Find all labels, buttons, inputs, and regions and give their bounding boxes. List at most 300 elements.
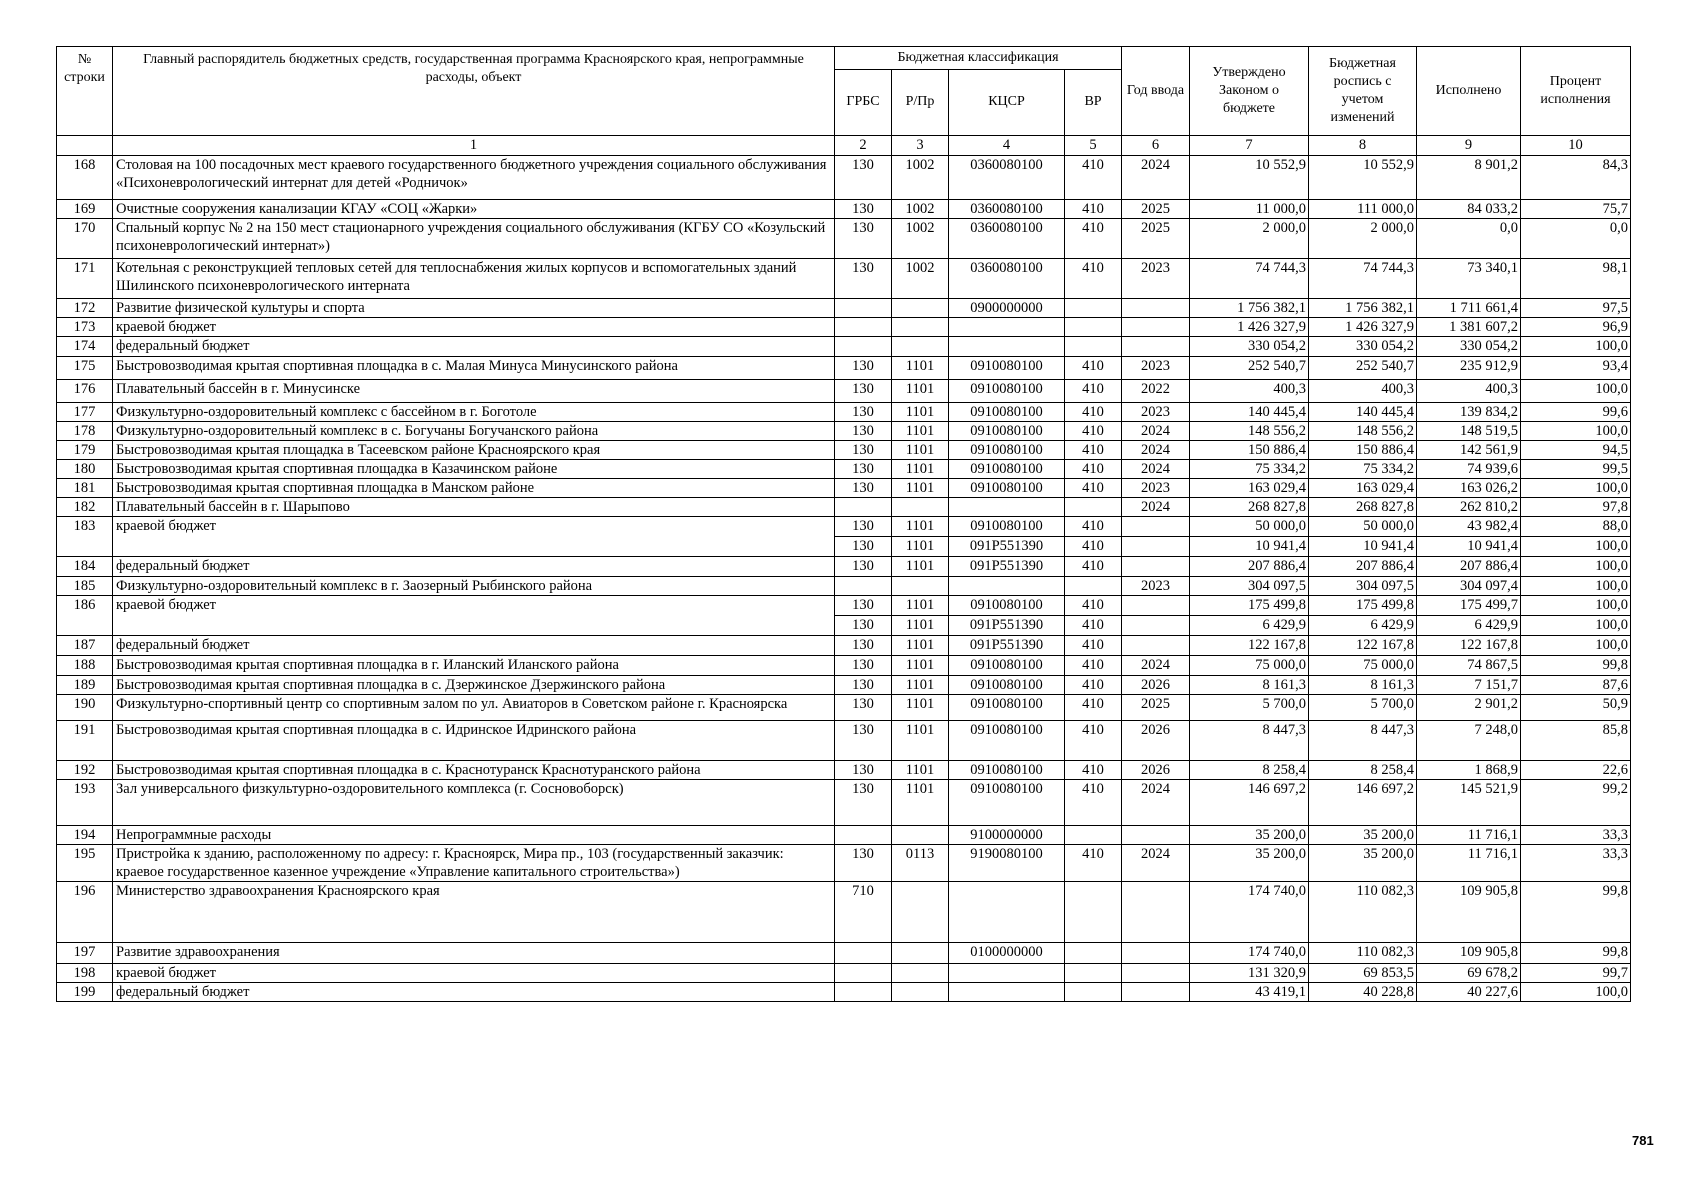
rospis-cell: 10 941,4 — [1309, 537, 1417, 557]
executed-cell: 43 982,4 — [1417, 517, 1521, 537]
row-number: 173 — [57, 318, 113, 337]
row-name: Быстровозводимая крытая спортивная площадка в Манском районе — [113, 479, 835, 498]
rzpr-cell: 1101 — [892, 636, 949, 656]
grbs-cell: 130 — [835, 656, 892, 675]
approved-cell: 1 756 382,1 — [1190, 299, 1309, 318]
table-row — [57, 964, 1631, 983]
row-number: 170 — [57, 219, 113, 259]
header-percent: Процент исполнения — [1521, 47, 1631, 136]
percent-cell: 99,8 — [1521, 943, 1631, 964]
rospis-cell: 6 429,9 — [1309, 616, 1417, 636]
kcsr-cell: 0910080100 — [949, 459, 1065, 478]
header-vr: ВР — [1065, 70, 1122, 136]
column-number: 5 — [1065, 136, 1122, 156]
header-classification: Бюджетная классификация — [835, 47, 1122, 70]
row-number: 197 — [57, 943, 113, 964]
percent-cell: 100,0 — [1521, 379, 1631, 402]
rospis-cell: 110 082,3 — [1309, 943, 1417, 964]
year-cell: 2024 — [1122, 498, 1190, 517]
rzpr-cell: 1101 — [892, 479, 949, 498]
percent-cell: 99,5 — [1521, 459, 1631, 478]
executed-cell: 1 868,9 — [1417, 760, 1521, 779]
table-row — [57, 882, 1631, 943]
vr-cell: 410 — [1065, 379, 1122, 402]
percent-cell: 100,0 — [1521, 636, 1631, 656]
approved-cell: 8 258,4 — [1190, 760, 1309, 779]
percent-cell: 97,8 — [1521, 498, 1631, 517]
rospis-cell: 175 499,8 — [1309, 596, 1417, 616]
year-cell: 2026 — [1122, 720, 1190, 760]
rzpr-cell: 1002 — [892, 200, 949, 219]
year-cell: 2025 — [1122, 219, 1190, 259]
table-row — [57, 356, 1631, 379]
year-cell — [1122, 557, 1190, 577]
year-cell: 2025 — [1122, 200, 1190, 219]
year-cell — [1122, 825, 1190, 844]
vr-cell — [1065, 337, 1122, 356]
grbs-cell — [835, 825, 892, 844]
grbs-cell: 130 — [835, 779, 892, 825]
header-grbs: ГРБС — [835, 70, 892, 136]
approved-cell: 140 445,4 — [1190, 402, 1309, 421]
rzpr-cell: 1002 — [892, 259, 949, 299]
grbs-cell: 130 — [835, 440, 892, 459]
vr-cell: 410 — [1065, 844, 1122, 881]
table-row — [57, 299, 1631, 318]
executed-cell: 40 227,6 — [1417, 983, 1521, 1002]
kcsr-cell: 0910080100 — [949, 479, 1065, 498]
grbs-cell — [835, 498, 892, 517]
kcsr-cell: 9190080100 — [949, 844, 1065, 881]
table-row — [57, 219, 1631, 259]
kcsr-cell: 0910080100 — [949, 379, 1065, 402]
grbs-cell: 130 — [835, 616, 892, 636]
approved-cell: 174 740,0 — [1190, 882, 1309, 943]
vr-cell — [1065, 882, 1122, 943]
grbs-cell — [835, 318, 892, 337]
grbs-cell: 130 — [835, 259, 892, 299]
grbs-cell — [835, 943, 892, 964]
row-name: Быстровозводимая крытая спортивная площадка в с. Краснотуранск Краснотуранского района — [113, 760, 835, 779]
rzpr-cell — [892, 983, 949, 1002]
column-number: 2 — [835, 136, 892, 156]
column-number: 9 — [1417, 136, 1521, 156]
approved-cell: 148 556,2 — [1190, 421, 1309, 440]
year-cell: 2024 — [1122, 421, 1190, 440]
rzpr-cell — [892, 825, 949, 844]
rzpr-cell — [892, 964, 949, 983]
row-number: 188 — [57, 656, 113, 675]
vr-cell: 410 — [1065, 421, 1122, 440]
row-number: 194 — [57, 825, 113, 844]
rzpr-cell: 0113 — [892, 844, 949, 881]
approved-cell: 8 447,3 — [1190, 720, 1309, 760]
rospis-cell: 148 556,2 — [1309, 421, 1417, 440]
kcsr-cell — [949, 498, 1065, 517]
executed-cell: 10 941,4 — [1417, 537, 1521, 557]
rospis-cell: 146 697,2 — [1309, 779, 1417, 825]
row-name: Спальный корпус № 2 на 150 мест стационарного учреждения социального обслуживания (КГБУ СО «Козульский психоневрологический интернат») — [113, 219, 835, 259]
header-approved: Утверждено Законом о бюджете — [1190, 47, 1309, 136]
vr-cell — [1065, 983, 1122, 1002]
percent-cell: 100,0 — [1521, 577, 1631, 596]
year-cell — [1122, 337, 1190, 356]
percent-cell: 100,0 — [1521, 337, 1631, 356]
kcsr-cell: 9100000000 — [949, 825, 1065, 844]
approved-cell: 10 552,9 — [1190, 156, 1309, 200]
approved-cell: 35 200,0 — [1190, 844, 1309, 881]
column-number: 4 — [949, 136, 1065, 156]
row-number: 176 — [57, 379, 113, 402]
vr-cell: 410 — [1065, 694, 1122, 720]
percent-cell: 22,6 — [1521, 760, 1631, 779]
column-number: 3 — [892, 136, 949, 156]
row-name: Плавательный бассейн в г. Минусинске — [113, 379, 835, 402]
approved-cell: 150 886,4 — [1190, 440, 1309, 459]
executed-cell: 11 716,1 — [1417, 825, 1521, 844]
kcsr-cell — [949, 337, 1065, 356]
percent-cell: 94,5 — [1521, 440, 1631, 459]
grbs-cell — [835, 983, 892, 1002]
rzpr-cell: 1101 — [892, 537, 949, 557]
approved-cell: 304 097,5 — [1190, 577, 1309, 596]
grbs-cell: 130 — [835, 379, 892, 402]
row-name: Физкультурно-спортивный центр со спортивным залом по ул. Авиаторов в Советском районе г. Красноярска — [113, 694, 835, 720]
year-cell — [1122, 943, 1190, 964]
executed-cell: 74 867,5 — [1417, 656, 1521, 675]
vr-cell: 410 — [1065, 675, 1122, 694]
year-cell: 2023 — [1122, 356, 1190, 379]
row-name: Физкультурно-оздоровительный комплекс с бассейном в г. Боготоле — [113, 402, 835, 421]
rzpr-cell — [892, 318, 949, 337]
approved-cell: 43 419,1 — [1190, 983, 1309, 1002]
row-name: Развитие здравоохранения — [113, 943, 835, 964]
percent-cell: 88,0 — [1521, 517, 1631, 537]
percent-cell: 99,8 — [1521, 882, 1631, 943]
table-row — [57, 200, 1631, 219]
row-number: 180 — [57, 459, 113, 478]
approved-cell: 268 827,8 — [1190, 498, 1309, 517]
year-cell: 2023 — [1122, 479, 1190, 498]
rospis-cell: 207 886,4 — [1309, 557, 1417, 577]
kcsr-cell: 091P551390 — [949, 557, 1065, 577]
approved-cell: 252 540,7 — [1190, 356, 1309, 379]
grbs-cell: 130 — [835, 459, 892, 478]
percent-cell: 96,9 — [1521, 318, 1631, 337]
kcsr-cell: 0360080100 — [949, 200, 1065, 219]
row-number: 190 — [57, 694, 113, 720]
rzpr-cell: 1101 — [892, 656, 949, 675]
row-name: Очистные сооружения канализации КГАУ «СОЦ «Жарки» — [113, 200, 835, 219]
column-number-row — [57, 136, 1631, 156]
grbs-cell: 130 — [835, 636, 892, 656]
rospis-cell: 163 029,4 — [1309, 479, 1417, 498]
year-cell — [1122, 318, 1190, 337]
header-rospis: Бюджетная роспись с учетом изменений — [1309, 47, 1417, 136]
year-cell: 2023 — [1122, 402, 1190, 421]
header-executed: Исполнено — [1417, 47, 1521, 136]
executed-cell: 122 167,8 — [1417, 636, 1521, 656]
approved-cell: 8 161,3 — [1190, 675, 1309, 694]
executed-cell: 0,0 — [1417, 219, 1521, 259]
executed-cell: 235 912,9 — [1417, 356, 1521, 379]
executed-cell: 7 151,7 — [1417, 675, 1521, 694]
column-number: 7 — [1190, 136, 1309, 156]
kcsr-cell: 0900000000 — [949, 299, 1065, 318]
percent-cell: 87,6 — [1521, 675, 1631, 694]
rzpr-cell: 1101 — [892, 675, 949, 694]
rzpr-cell: 1101 — [892, 402, 949, 421]
approved-cell: 122 167,8 — [1190, 636, 1309, 656]
vr-cell: 410 — [1065, 537, 1122, 557]
grbs-cell: 130 — [835, 537, 892, 557]
rzpr-cell: 1101 — [892, 517, 949, 537]
rospis-cell: 5 700,0 — [1309, 694, 1417, 720]
vr-cell: 410 — [1065, 779, 1122, 825]
executed-cell: 304 097,4 — [1417, 577, 1521, 596]
kcsr-cell: 0910080100 — [949, 760, 1065, 779]
row-number: 185 — [57, 577, 113, 596]
table-row — [57, 517, 1631, 537]
table-row — [57, 636, 1631, 656]
executed-cell: 175 499,7 — [1417, 596, 1521, 616]
table-row — [57, 656, 1631, 675]
table-row — [57, 760, 1631, 779]
row-number: 168 — [57, 156, 113, 200]
executed-cell: 145 521,9 — [1417, 779, 1521, 825]
rzpr-cell: 1101 — [892, 616, 949, 636]
row-name: Физкультурно-оздоровительный комплекс в с. Богучаны Богучанского района — [113, 421, 835, 440]
kcsr-cell — [949, 983, 1065, 1002]
kcsr-cell: 0910080100 — [949, 356, 1065, 379]
executed-cell: 109 905,8 — [1417, 943, 1521, 964]
grbs-cell: 130 — [835, 356, 892, 379]
grbs-cell: 130 — [835, 200, 892, 219]
year-cell: 2024 — [1122, 779, 1190, 825]
table-row — [57, 577, 1631, 596]
vr-cell — [1065, 318, 1122, 337]
row-name: Быстровозводимая крытая спортивная площадка в с. Малая Минуса Минусинского района — [113, 356, 835, 379]
row-name: Быстровозводимая крытая спортивная площадка в с. Идринское Идринского района — [113, 720, 835, 760]
table-body — [57, 136, 1631, 1002]
row-number: 193 — [57, 779, 113, 825]
table-row — [57, 943, 1631, 964]
vr-cell: 410 — [1065, 720, 1122, 760]
row-number: 171 — [57, 259, 113, 299]
executed-cell: 262 810,2 — [1417, 498, 1521, 517]
vr-cell — [1065, 943, 1122, 964]
percent-cell: 98,1 — [1521, 259, 1631, 299]
grbs-cell — [835, 337, 892, 356]
kcsr-cell: 0910080100 — [949, 779, 1065, 825]
executed-cell: 148 519,5 — [1417, 421, 1521, 440]
approved-cell: 6 429,9 — [1190, 616, 1309, 636]
table-row — [57, 421, 1631, 440]
grbs-cell: 130 — [835, 402, 892, 421]
executed-cell: 2 901,2 — [1417, 694, 1521, 720]
vr-cell: 410 — [1065, 517, 1122, 537]
rzpr-cell: 1101 — [892, 760, 949, 779]
executed-cell: 7 248,0 — [1417, 720, 1521, 760]
percent-cell: 33,3 — [1521, 844, 1631, 881]
rospis-cell: 69 853,5 — [1309, 964, 1417, 983]
row-name: краевой бюджет — [113, 596, 835, 636]
row-number: 174 — [57, 337, 113, 356]
year-cell: 2025 — [1122, 694, 1190, 720]
row-name: Быстровозводимая крытая спортивная площадка в Казачинском районе — [113, 459, 835, 478]
executed-cell: 109 905,8 — [1417, 882, 1521, 943]
table-row — [57, 779, 1631, 825]
row-name: Зал универсального физкультурно-оздоровительного комплекса (г. Сосновоборск) — [113, 779, 835, 825]
year-cell — [1122, 517, 1190, 537]
kcsr-cell — [949, 964, 1065, 983]
executed-cell: 142 561,9 — [1417, 440, 1521, 459]
row-number: 169 — [57, 200, 113, 219]
year-cell: 2024 — [1122, 656, 1190, 675]
percent-cell: 85,8 — [1521, 720, 1631, 760]
table-row — [57, 498, 1631, 517]
rzpr-cell — [892, 337, 949, 356]
row-number: 186 — [57, 596, 113, 636]
kcsr-cell: 0360080100 — [949, 259, 1065, 299]
executed-cell: 74 939,6 — [1417, 459, 1521, 478]
row-number: 179 — [57, 440, 113, 459]
year-cell: 2024 — [1122, 440, 1190, 459]
row-number: 175 — [57, 356, 113, 379]
rospis-cell: 122 167,8 — [1309, 636, 1417, 656]
vr-cell: 410 — [1065, 156, 1122, 200]
vr-cell: 410 — [1065, 356, 1122, 379]
percent-cell: 100,0 — [1521, 596, 1631, 616]
approved-cell: 174 740,0 — [1190, 943, 1309, 964]
rospis-cell: 1 756 382,1 — [1309, 299, 1417, 318]
grbs-cell: 130 — [835, 517, 892, 537]
vr-cell: 410 — [1065, 596, 1122, 616]
rospis-cell: 75 000,0 — [1309, 656, 1417, 675]
kcsr-cell: 091P551390 — [949, 537, 1065, 557]
vr-cell: 410 — [1065, 219, 1122, 259]
percent-cell: 99,6 — [1521, 402, 1631, 421]
header-kcsr: КЦСР — [949, 70, 1065, 136]
rospis-cell: 8 258,4 — [1309, 760, 1417, 779]
vr-cell: 410 — [1065, 760, 1122, 779]
table-row — [57, 983, 1631, 1002]
column-number: 8 — [1309, 136, 1417, 156]
approved-cell: 75 000,0 — [1190, 656, 1309, 675]
table-row — [57, 720, 1631, 760]
rospis-cell: 330 054,2 — [1309, 337, 1417, 356]
table-row — [57, 440, 1631, 459]
percent-cell: 99,8 — [1521, 656, 1631, 675]
kcsr-cell: 0910080100 — [949, 596, 1065, 616]
table-row — [57, 557, 1631, 577]
rospis-cell: 268 827,8 — [1309, 498, 1417, 517]
year-cell: 2026 — [1122, 675, 1190, 694]
row-number: 172 — [57, 299, 113, 318]
year-cell: 2023 — [1122, 577, 1190, 596]
approved-cell: 2 000,0 — [1190, 219, 1309, 259]
percent-cell: 84,3 — [1521, 156, 1631, 200]
kcsr-cell: 0910080100 — [949, 656, 1065, 675]
rospis-cell: 35 200,0 — [1309, 825, 1417, 844]
grbs-cell: 130 — [835, 479, 892, 498]
row-name: Плавательный бассейн в г. Шарыпово — [113, 498, 835, 517]
column-number-blank — [57, 136, 113, 156]
approved-cell: 75 334,2 — [1190, 459, 1309, 478]
header-name: Главный распорядитель бюджетных средств, государственная программа Красноярского края, непрограммные расходы, объект — [113, 47, 835, 136]
rzpr-cell: 1101 — [892, 557, 949, 577]
grbs-cell: 130 — [835, 557, 892, 577]
row-name: Пристройка к зданию, расположенному по адресу: г. Красноярск, Мира пр., 103 (государственный заказчик: краевое государственное казенное учреждение «Управление капитального строительства») — [113, 844, 835, 881]
approved-cell: 400,3 — [1190, 379, 1309, 402]
rzpr-cell: 1101 — [892, 379, 949, 402]
vr-cell: 410 — [1065, 479, 1122, 498]
kcsr-cell: 0360080100 — [949, 156, 1065, 200]
approved-cell: 50 000,0 — [1190, 517, 1309, 537]
rzpr-cell: 1101 — [892, 356, 949, 379]
rzpr-cell: 1101 — [892, 779, 949, 825]
rzpr-cell — [892, 882, 949, 943]
executed-cell: 11 716,1 — [1417, 844, 1521, 881]
vr-cell — [1065, 964, 1122, 983]
rzpr-cell: 1101 — [892, 720, 949, 760]
header-year: Год ввода — [1122, 47, 1190, 136]
table-row — [57, 694, 1631, 720]
row-name: краевой бюджет — [113, 318, 835, 337]
rospis-cell: 74 744,3 — [1309, 259, 1417, 299]
rospis-cell: 150 886,4 — [1309, 440, 1417, 459]
year-cell: 2024 — [1122, 844, 1190, 881]
row-number: 199 — [57, 983, 113, 1002]
row-number: 196 — [57, 882, 113, 943]
percent-cell: 100,0 — [1521, 616, 1631, 636]
vr-cell: 410 — [1065, 459, 1122, 478]
approved-cell: 11 000,0 — [1190, 200, 1309, 219]
table-row — [57, 379, 1631, 402]
grbs-cell: 130 — [835, 675, 892, 694]
percent-cell: 100,0 — [1521, 983, 1631, 1002]
row-number: 182 — [57, 498, 113, 517]
approved-cell: 35 200,0 — [1190, 825, 1309, 844]
percent-cell: 100,0 — [1521, 557, 1631, 577]
row-name: Быстровозводимая крытая спортивная площадка в с. Дзержинское Дзержинского района — [113, 675, 835, 694]
percent-cell: 100,0 — [1521, 537, 1631, 557]
rzpr-cell: 1101 — [892, 421, 949, 440]
vr-cell: 410 — [1065, 200, 1122, 219]
column-number: 1 — [113, 136, 835, 156]
executed-cell: 1 381 607,2 — [1417, 318, 1521, 337]
percent-cell: 97,5 — [1521, 299, 1631, 318]
row-name: федеральный бюджет — [113, 337, 835, 356]
table-row — [57, 675, 1631, 694]
kcsr-cell: 0360080100 — [949, 219, 1065, 259]
executed-cell: 1 711 661,4 — [1417, 299, 1521, 318]
percent-cell: 100,0 — [1521, 421, 1631, 440]
rospis-cell: 75 334,2 — [1309, 459, 1417, 478]
grbs-cell: 130 — [835, 219, 892, 259]
header-rzpr: Р/Пр — [892, 70, 949, 136]
year-cell — [1122, 616, 1190, 636]
year-cell — [1122, 983, 1190, 1002]
row-number: 187 — [57, 636, 113, 656]
year-cell — [1122, 299, 1190, 318]
kcsr-cell: 0910080100 — [949, 675, 1065, 694]
row-name: Министерство здравоохранения Красноярского края — [113, 882, 835, 943]
approved-cell: 163 029,4 — [1190, 479, 1309, 498]
rzpr-cell — [892, 577, 949, 596]
grbs-cell: 130 — [835, 694, 892, 720]
row-number: 177 — [57, 402, 113, 421]
